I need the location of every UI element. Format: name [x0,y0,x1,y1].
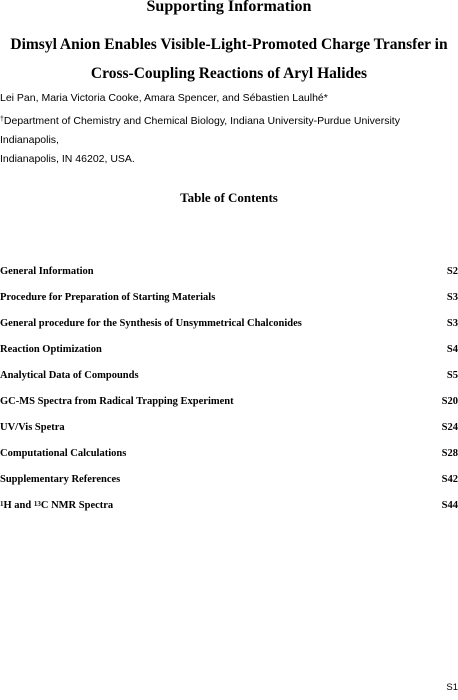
toc-entry-page: S5 [446,370,458,381]
toc-entry-page: S42 [441,474,458,485]
toc-entry[interactable] [0,394,458,410]
paper-title-line1: Dimsyl Anion Enables Visible-Light-Promoted Charge Transfer in [10,36,448,53]
toc-entry-label: UV/Vis Spetra [0,422,65,433]
superscript-1: 1 [0,500,4,508]
toc-entry-page: S28 [441,448,458,459]
toc-entry-page: S3 [446,292,458,303]
toc-heading: Table of Contents [180,190,278,205]
toc-entry-label: General Information [0,266,94,277]
toc-entry-label: Reaction Optimization [0,344,102,355]
page-number: S1 [446,682,458,693]
toc-entry[interactable] [0,316,458,332]
toc-entry-page: S4 [446,344,458,355]
toc-entry-label: Supplementary References [0,474,121,485]
toc-entry-label: Procedure for Preparation of Starting Materials [0,292,216,303]
affiliation-mark: † [0,116,4,123]
toc-entry[interactable] [0,446,458,462]
toc-entry-label: GC-MS Spectra from Radical Trapping Experiment [0,396,234,407]
toc-entry-page: S24 [441,422,458,433]
affiliation-line2: Indianapolis, IN 46202, USA. [0,153,135,165]
label-mid: H and [3,500,34,511]
toc-entry[interactable] [0,498,458,514]
affiliation-line1: Department of Chemistry and Chemical Biology, Indiana University-Purdue University Indianapolis, [0,115,400,146]
label-end: C NMR Spectra [40,500,114,511]
toc-entry-label: General procedure for the Synthesis of Unsymmetrical Chalconides [0,318,302,329]
supporting-info-title: Supporting Information [146,0,312,15]
paper-title-line2: Cross-Coupling Reactions of Aryl Halides [90,65,368,82]
toc-entry-page: S3 [446,318,458,329]
toc-entry-label: Analytical Data of Compounds [0,370,139,381]
superscript-13: 13 [33,500,41,508]
toc-entry[interactable] [0,264,458,280]
toc-entry-label [0,498,113,514]
toc-entry[interactable] [0,368,458,384]
toc-entry[interactable] [0,342,458,358]
toc-entry-page: S44 [441,500,458,511]
toc-entry[interactable] [0,290,458,306]
toc-entry-page: S2 [446,266,458,277]
toc-entry[interactable] [0,472,458,488]
toc-entry-page: S20 [441,396,458,407]
toc-entry-label: Computational Calculations [0,448,127,459]
affiliation [0,112,452,169]
author-list: Lei Pan, Maria Victoria Cooke, Amara Spencer, and Sébastien Laulhé* [0,92,328,104]
toc-entry[interactable] [0,420,458,436]
